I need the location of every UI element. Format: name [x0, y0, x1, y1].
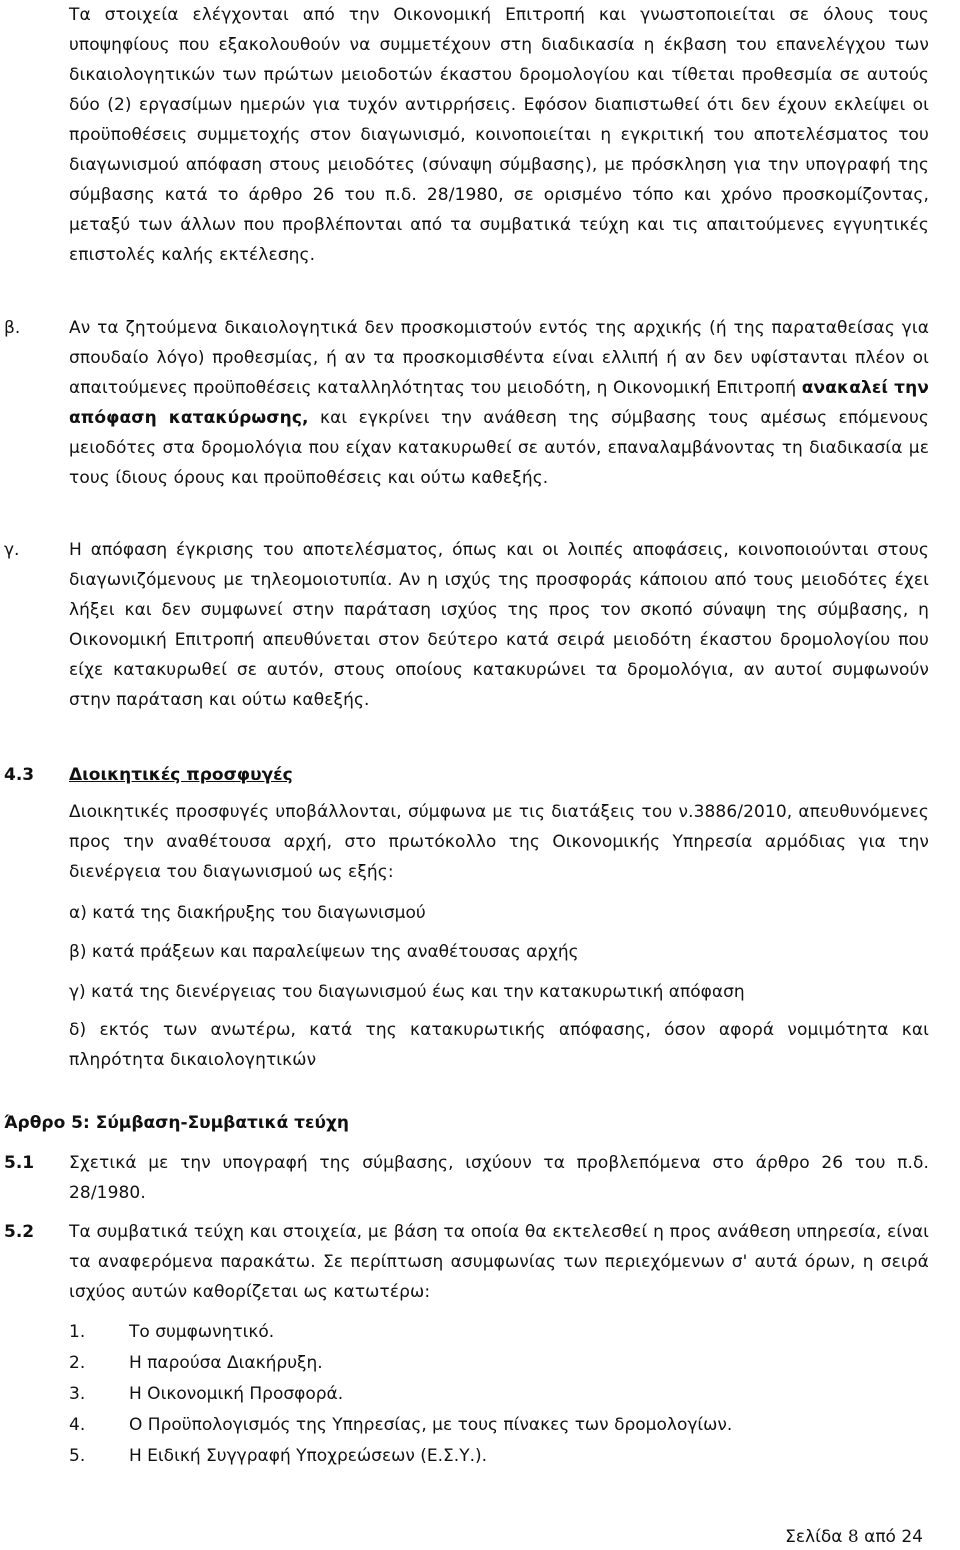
section-5-1-number: 5.1	[4, 1153, 35, 1173]
beta-paragraph	[69, 313, 929, 493]
list-item-number: 1.	[69, 1322, 86, 1342]
article-5-title: Άρθρο 5: Σύμβαση-Συμβατικά τεύχη	[4, 1113, 350, 1133]
footer-page-number: 8	[847, 1527, 859, 1547]
list-item: Η παρούσα Διακήρυξη.	[129, 1353, 323, 1373]
section-5-1-paragraph: Σχετικά με την υπογραφή της σύμβασης, ισχύουν τα προβλεπόμενα στο άρθρο 26 του π.δ. 28/1980.	[69, 1153, 929, 1203]
list-item-number: 4.	[69, 1415, 86, 1435]
list-item-number: 5.	[69, 1446, 86, 1466]
section-5-2-paragraph: Τα συμβατικά τεύχη και στοιχεία, με βάση τα οποία θα εκτελεσθεί η προς ανάθεση υπηρεσία, είναι τα αναφερόμενα παρακάτω. Σε περίπτωση ασυμφωνίας των περιεχόμενων σ' αυτά όρων, η σειρά ισχύος αυτών καθορίζεται ως κατωτέρω:	[69, 1222, 929, 1302]
list-item: Η Ειδική Συγγραφή Υποχρεώσεων (Ε.Σ.Υ.).	[129, 1446, 488, 1466]
paragraph-marker-beta: β.	[4, 318, 21, 338]
section-4-3-paragraph: Διοικητικές προσφυγές υποβάλλονται, σύμφωνα με τις διατάξεις του ν.3886/2010, απευθυνόμενες προς την αναθέτουσα αρχή, στο πρωτόκολλο της Οικονομικής Υπηρεσία αρμόδιας για την διενέργεια του διαγωνισμού ως εξής:	[69, 802, 929, 882]
list-item: Η Οικονομική Προσφορά.	[129, 1384, 344, 1404]
section-4-3-number: 4.3	[4, 765, 35, 785]
beta-text-end: και εγκρίνει την ανάθεση της σύμβασης τους αμέσως επόμενους μειοδότες στα δρομολόγια που είχαν κατακυρωθεί σε αυτόν, επαναλαμβάνοντας τη διαδικασία με τους ίδιους όρους και προϋποθέσεις και ούτω καθεξής.	[69, 408, 929, 488]
footer-page-total: 24	[901, 1527, 923, 1547]
appeal-item-b: β) κατά πράξεων και παραλείψεων της αναθέτουσας αρχής	[69, 942, 579, 962]
section-4-3-title: Διοικητικές προσφυγές	[69, 765, 293, 785]
footer-page-label: Σελίδα	[785, 1527, 843, 1547]
beta-text-bold: ανακαλεί την απόφαση κατακύρωσης,	[69, 378, 929, 428]
list-item-number: 2.	[69, 1353, 86, 1373]
paragraph-marker-gamma: γ.	[4, 540, 20, 560]
list-item: Το συμφωνητικό.	[129, 1322, 275, 1342]
footer-of-label: από	[864, 1527, 896, 1547]
section-5-2-number: 5.2	[4, 1222, 35, 1242]
page-footer	[785, 1524, 923, 1550]
beta-text-start: Αν τα ζητούμενα δικαιολογητικά δεν προσκομιστούν εντός της αρχικής (ή της παραταθείσας για σπουδαίο λόγο) προθεσμίας, ή αν τα προσκομισθέντα είναι ελλιπή ή αν δεν υφίστανται πλέον οι απαιτούμενες προϋποθέσεις καταλληλότητας του μειοδότη, η Οικονομική Επιτροπή	[69, 318, 929, 398]
intro-paragraph: Τα στοιχεία ελέγχονται από την Οικονομική Επιτροπή και γνωστοποιείται σε όλους τους υποψηφίους που εξακολουθούν να συμμετέχουν στη διαδικασία η έκβαση του επανελέγχου των δικαιολογητικών των πρώτων μειοδοτών έκαστου δρομολογίου και τίθεται προθεσμία σε αυτούς δύο (2) εργασίμων ημερών για τυχόν αντιρρήσεις. Εφόσον διαπιστωθεί ότι δεν έχουν εκλείψει οι προϋποθέσεις συμμετοχής στον διαγωνισμό, κοινοποιείται η εγκριτική του αποτελέσματος του διαγωνισμού απόφαση στους μειοδότες (σύναψη σύμβασης), με πρόσκληση για την υπογραφή της σύμβασης κατά το άρθρο 26 του π.δ. 28/1980, σε ορισμένο τόπο και χρόνο προσκομίζοντας, μεταξύ των άλλων που προβλέπονται από τα συμβατικά τεύχη και τις απαιτούμενες εγγυητικές επιστολές καλής εκτέλεσης.	[69, 5, 929, 265]
list-item: Ο Προϋπολογισμός της Υπηρεσίας, με τους πίνακες των δρομολογίων.	[129, 1415, 733, 1435]
gamma-paragraph: Η απόφαση έγκρισης του αποτελέσματος, όπως και οι λοιπές αποφάσεις, κοινοποιούνται στους διαγωνιζόμενους με τηλεομοιοτυπία. Αν η ισχύς της προσφοράς κάποιου από τους μειοδότες έχει λήξει και δεν συμφωνεί στην παράταση ισχύος της προς τον σκοπό σύναψη της σύμβασης, η Οικονομική Επιτροπή απευθύνεται στον δεύτερο κατά σειρά μειοδότη έκαστου δρομολογίου που είχε κατακυρωθεί σε αυτόν, στους οποίους κατακυρώνει τα δρομολόγια, αν αυτοί συμφωνούν στην παράταση και ούτω καθεξής.	[69, 540, 929, 710]
list-item-number: 3.	[69, 1384, 86, 1404]
appeal-item-a: α) κατά της διακήρυξης του διαγωνισμού	[69, 903, 426, 923]
appeal-item-c: γ) κατά της διενέργειας του διαγωνισμού έως και την κατακυρωτική απόφαση	[69, 982, 745, 1002]
appeal-item-d: δ) εκτός των ανωτέρω, κατά της κατακυρωτικής απόφασης, όσον αφορά νομιμότητα και πληρότητα δικαιολογητικών	[69, 1020, 929, 1070]
